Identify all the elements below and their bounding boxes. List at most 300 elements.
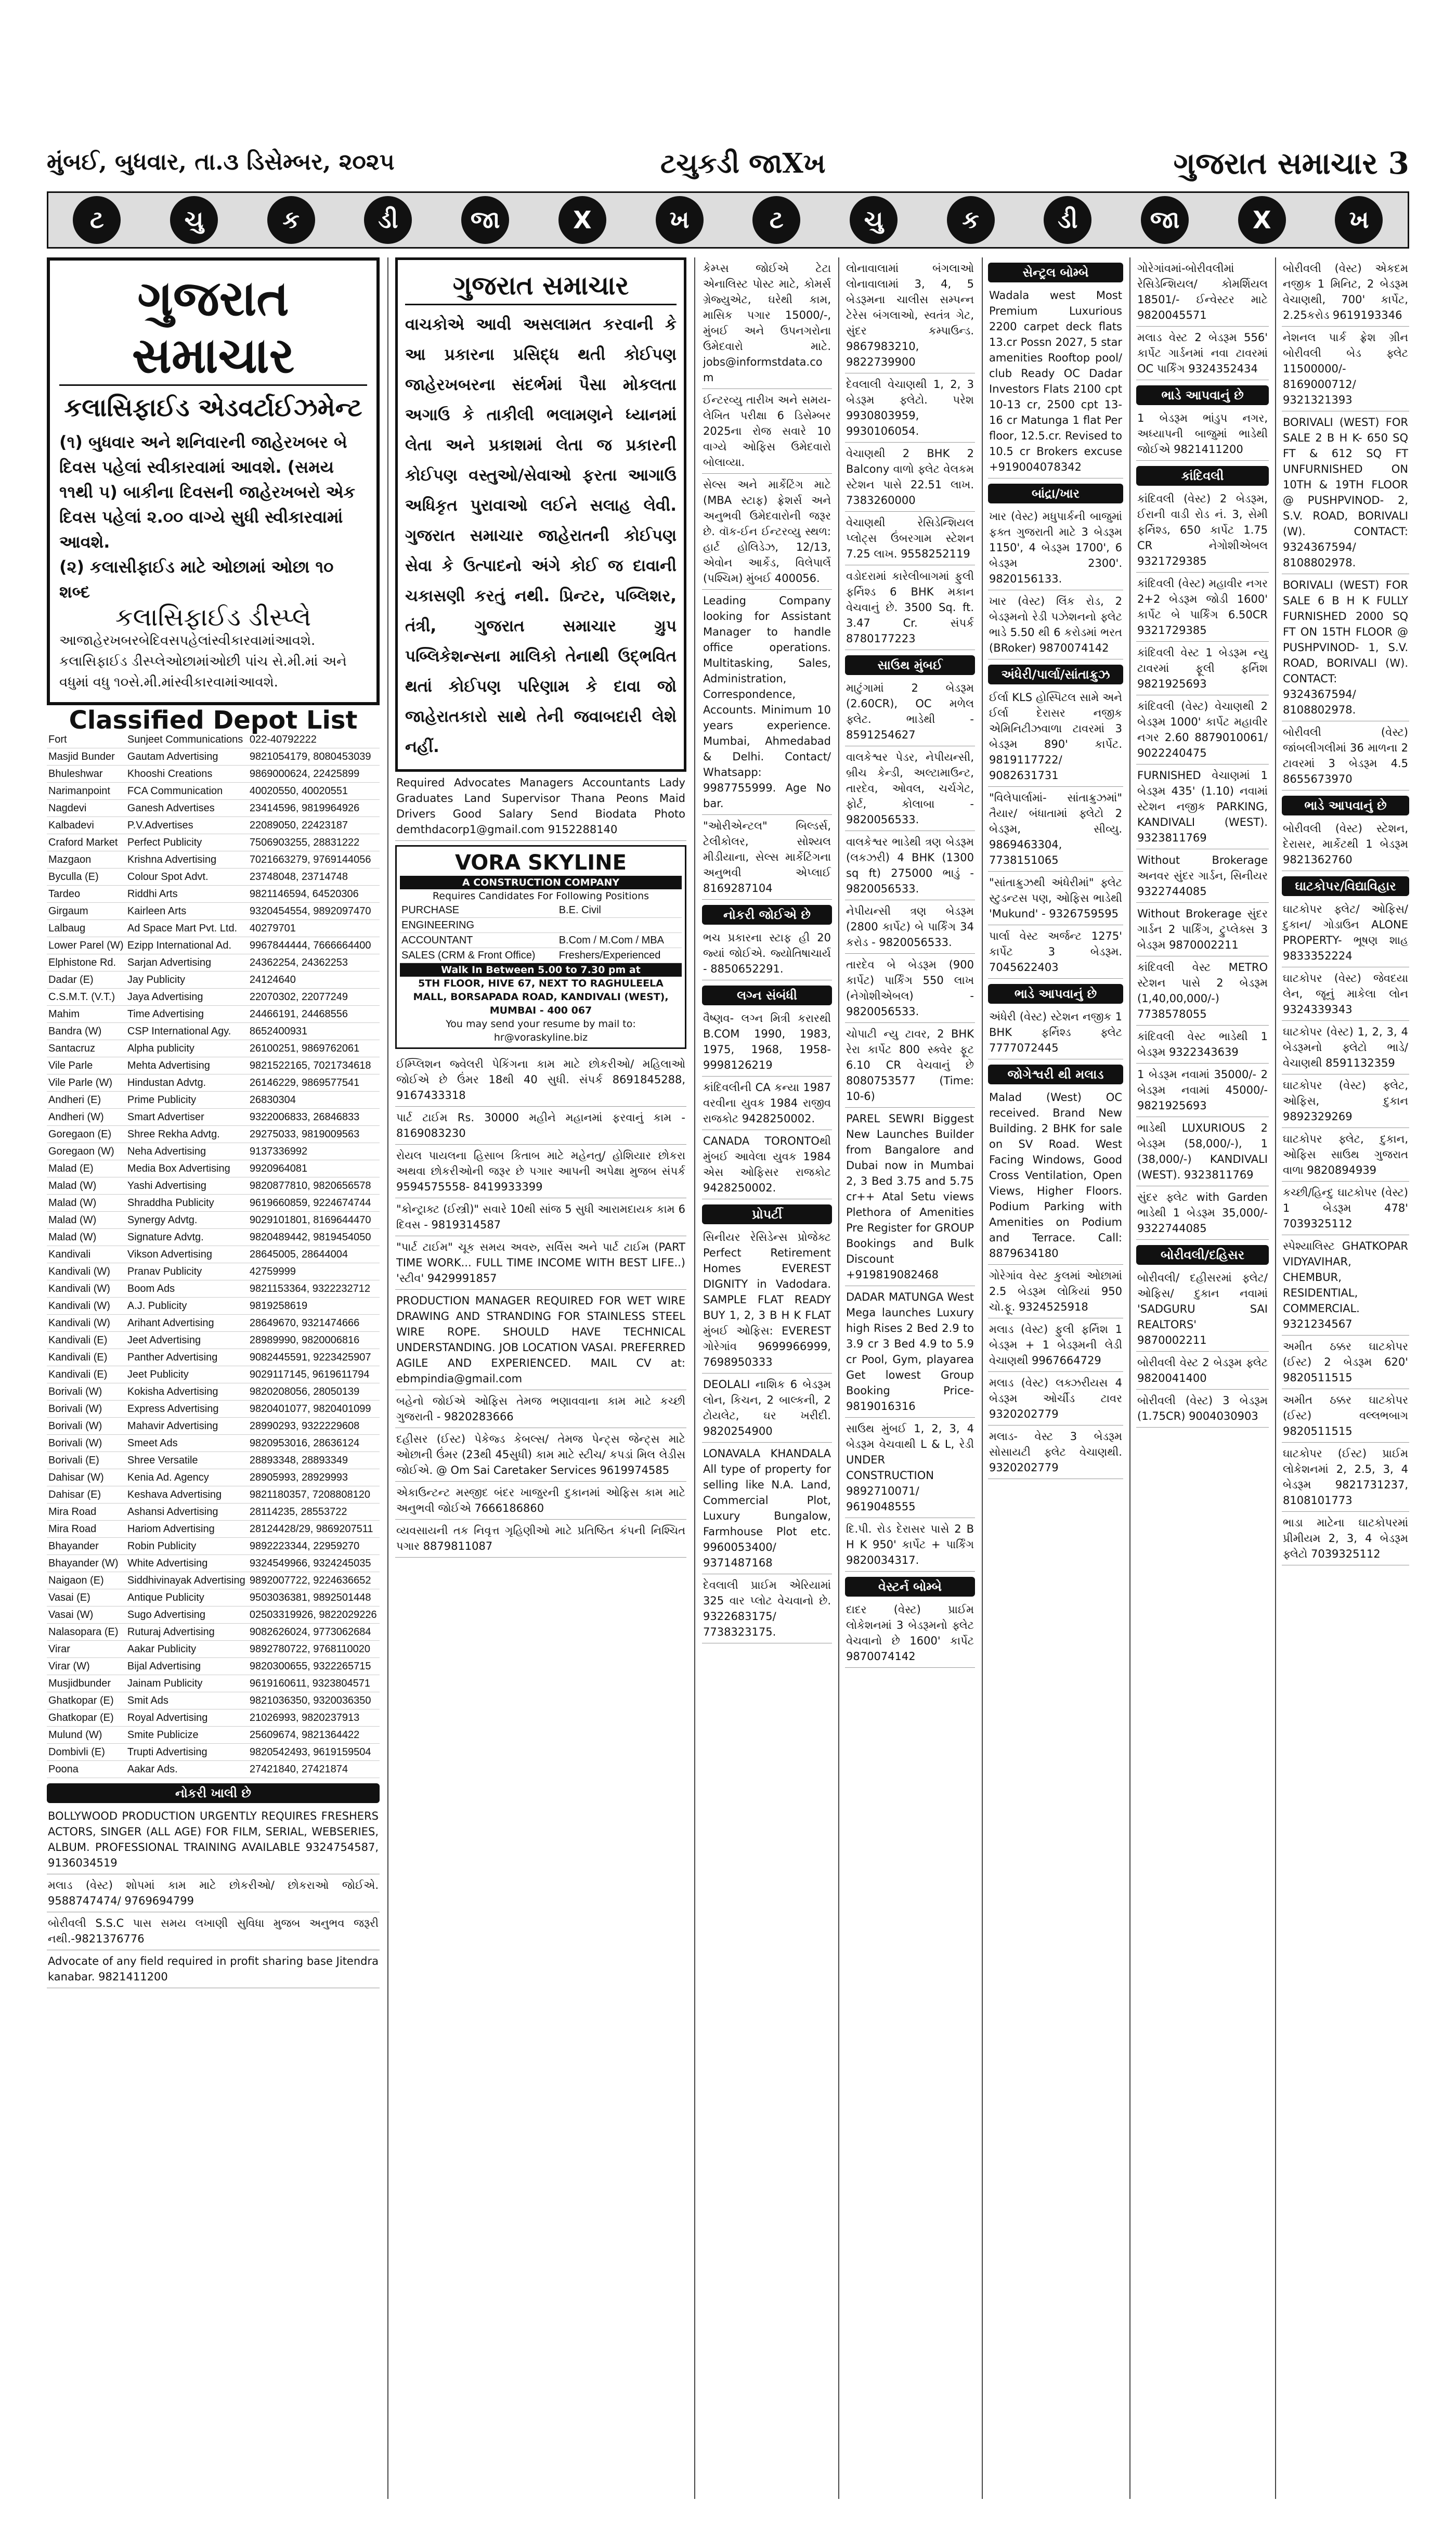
classified-ad: ભાડેથી LUXURIOUS 2 બેડરૂમ (58,000/-), 1 (38,000/-) KANDIVALI (WEST). 9323811769 <box>1136 1117 1269 1186</box>
classified-ad: બોરીવલી વેસ્ટ 2 બેડરૂમ ફ્લેટ 9820041400 <box>1136 1352 1269 1390</box>
depot-cell: Malad (W) <box>47 1229 126 1246</box>
depot-cell: 9029101801, 8169644470 <box>248 1212 380 1229</box>
depot-cell: Elphistone Rd. <box>47 954 126 971</box>
classified-ad: અમીત ઠક્કર ઘાટકોપર (ઈસ્ટ) વલ્લભબાગ 9820511515 <box>1282 1389 1409 1443</box>
classified-ad: પાર્ટ ટાઈમ Rs. 30000 મહીને મહાનમાં ફરવાનું કામ - 8169083230 <box>395 1107 686 1145</box>
vora-cell: B.Com / M.Com / MBA <box>557 933 682 948</box>
classified-ad: સેલ્સ અને માર્કેટિંગ માટે (MBA સ્ટાફ) ફ્રેશર્સ અને અનુભવી ઉમેદવારોની જરૂર છે. વૉક-ઈન ઈન્ટરવ્યુ સ્થળ: હાર્ટ હોલિડેઝ, 12/13, એવોન આર્કેડ, વિલેપાર્લે (પશ્ચિમ) મુંબઈ 400056. <box>702 474 832 590</box>
depot-row <box>47 1435 380 1452</box>
category-header: લગ્ન સંબંધી <box>702 986 832 1005</box>
depot-cell: Kandivali (W) <box>47 1298 126 1315</box>
depot-row <box>47 1589 380 1606</box>
depot-row <box>47 748 380 766</box>
page-masthead: ગુજરાત સમાચાર 3 <box>1173 146 1409 181</box>
depot-cell: Shree Versatile <box>126 1452 248 1469</box>
depot-cell: Naigaon (E) <box>47 1572 126 1589</box>
depot-row <box>47 1658 380 1675</box>
depot-cell: 9820489442, 9819454050 <box>248 1229 380 1246</box>
classified-ad: ગોરેગાંવ વેસ્ટ કુલમાં ઓછામાં 2.5 બેડરૂમ લોકિયાં 950 ચો.ફૂ. 9324525918 <box>988 1265 1123 1318</box>
depot-cell: Bijal Advertising <box>126 1658 248 1675</box>
depot-row <box>47 937 380 954</box>
depot-cell: Kandivali (W) <box>47 1315 126 1332</box>
depot-cell: 9892780722, 9768110020 <box>248 1641 380 1658</box>
depot-row <box>47 1727 380 1744</box>
classified-ad: ખાર (વેસ્ટ) મધુપાર્કની બાજુમાં ફક્ત ગુજરાતી માટે 3 બેડરૂમ 1150', 4 બેડરૂમ 1700', 6 બેડરૂમ 2300'. 9820156133. <box>988 506 1123 590</box>
depot-cell: 26146229, 9869577541 <box>248 1074 380 1092</box>
depot-cell: Ad Space Mart Pvt. Ltd. <box>126 920 248 937</box>
classified-ad: 1 બેડરૂમ નવામાં 35000/- 2 બેડરૂમ નવામાં 45000/- 9821925693 <box>1136 1064 1269 1117</box>
category-header: બાંદ્રા/ખાર <box>988 484 1123 503</box>
classified-ad: સાઉથ મુંબઈ 1, 2, 3, 4 બેડરૂમ વેચવાથી L & L, રેડી UNDER CONSTRUCTION 9892710071/ 9619048555 <box>845 1418 975 1518</box>
depot-cell: 9619660859, 9224674744 <box>248 1195 380 1212</box>
depot-cell: Narimanpoint <box>47 783 126 800</box>
depot-cell: Smite Publicize <box>126 1727 248 1744</box>
category-header: ભાડે આપવાનું છે <box>988 984 1123 1004</box>
classified-ad: ઘાટકોપર ફ્લેટ/ ઓફિસ/ દુકાન/ ગોડાઉન ALONE PROPERTY- ભૂષણ શાહ 9833352224 <box>1282 898 1409 967</box>
depot-cell: 9819258619 <box>248 1298 380 1315</box>
depot-cell: 9503036381, 9892501448 <box>248 1589 380 1606</box>
classified-ad: વાલકેશ્વર પેડર, નેપીયન્સી, બ્રીચ કેન્ડી, અલ્ટામાઉન્ટ, તારદેવ, ઓવલ, ચર્ચગેટ, ફોર્ટ, કોલાબા - 9820056533. <box>845 746 975 831</box>
depot-cell: White Advertising <box>126 1555 248 1572</box>
classified-ad: એકાઉન્ટન્ટ મસ્જીદ બંદર ખાજુરની દુકાનમાં ઓફિસ કામ માટે અનુભવી જોઈએ 7666186860 <box>395 1482 686 1520</box>
depot-cell: Ashansi Advertising <box>126 1504 248 1521</box>
depot-cell: Jeet Publicity <box>126 1366 248 1383</box>
vora-walkin: Walk In Between 5.00 to 7.30 pm at <box>400 963 682 977</box>
vora-cell: PURCHASE <box>400 903 557 918</box>
depot-cell: Pranav Publicity <box>126 1263 248 1280</box>
depot-cell: Yashi Advertising <box>126 1177 248 1195</box>
depot-row <box>47 1606 380 1624</box>
depot-cell: Andheri (W) <box>47 1109 126 1126</box>
depot-cell: Jainam Publicity <box>126 1675 248 1692</box>
depot-cell: Time Advertising <box>126 1006 248 1023</box>
depot-row <box>47 1057 380 1074</box>
category-header: સેન્ટ્રલ બોમ્બે <box>988 263 1123 282</box>
vora-row <box>400 918 682 933</box>
category-header: ઘાટકોપર/વિદ્યાવિહાર <box>1282 876 1409 896</box>
classified-ad: PAREL SEWRI Biggest New Launches Builder from Bangalore and Dubai now in Mumbai 2, 3 Bed 3.75 and 5.75 cr++ Atal Setu views Plethora of Amenities Pre Register for GROUP Bookings and Bulk Discount +919819082468 <box>845 1108 975 1286</box>
depot-cell: 9820953016, 28636124 <box>248 1435 380 1452</box>
depot-row <box>47 971 380 989</box>
depot-cell: 9892007722, 9224636652 <box>248 1572 380 1589</box>
classified-ad: DEOLALI નાશિક 6 બેડરૂમ લોન, કિચન, 2 બાલ્કની, 2 ટોયલેટ, ઘર ખરીદી. 9820254900 <box>702 1373 832 1443</box>
column-4 <box>845 257 975 2499</box>
vora-row <box>400 903 682 918</box>
depot-cell: Nalasopara (E) <box>47 1624 126 1641</box>
depot-row <box>47 1692 380 1709</box>
depot-cell: Smit Ads <box>126 1692 248 1709</box>
depot-cell: Trupti Advertising <box>126 1744 248 1761</box>
depot-cell: 9820401077, 9820401099 <box>248 1401 380 1418</box>
vora-tag: A CONSTRUCTION COMPANY <box>400 876 682 889</box>
depot-row <box>47 1555 380 1572</box>
depot-row <box>47 1143 380 1160</box>
depot-cell: Royal Advertising <box>126 1709 248 1727</box>
depot-row <box>47 1504 380 1521</box>
depot-cell: Virar (W) <box>47 1658 126 1675</box>
classified-ad: કાંદિવલી (વેસ્ટ) 2 બેડરૂમ, ઈરાની વાડી રોડ નં. 3, સેમી ફર્નિશ્ડ, 650 કાર્પેટ 1.75 CR નેગોશીએબલ 9321729385 <box>1136 488 1269 573</box>
classified-ad: રોયલ પાયલના હિસાબ કિતાબ માટે મહેનતુ/ હોશિયાર છોકરા અથવા છોકરીઓની જરૂર છે પગાર આપની અપેક્ષા મુજબ સંપર્ક 9594575558- 8419933399 <box>395 1145 686 1198</box>
classified-ad: વડોદરામાં કારેલીબાગમાં ફુલી ફર્નિશ્ડ 6 BHK મકાન વેચવાનું છે. 3500 Sq. ft. 3.47 Cr. સંપર્ક 8780177223 <box>845 565 975 650</box>
depot-cell: Ghatkopar (E) <box>47 1709 126 1727</box>
depot-cell: 26830304 <box>248 1092 380 1109</box>
depot-row <box>47 1401 380 1418</box>
depot-row <box>47 1418 380 1435</box>
depot-cell: A.J. Publicity <box>126 1298 248 1315</box>
depot-cell: Robin Publicity <box>126 1538 248 1555</box>
masthead-subtitle: કલાસિફાઈડ એડવર્ટાઈઝમેન્ટ <box>64 393 362 422</box>
depot-cell: Aakar Ads. <box>126 1761 248 1778</box>
classified-ad: "સાંતાક્રુઝથી અંધેરીમાં" ફ્લેટ સ્ટુડન્ટસ પણ, ઓફિસ ભાડેથી 'Mukund' - 9326759595 <box>988 872 1123 925</box>
depot-cell: 9967844444, 7666664400 <box>248 937 380 954</box>
classified-ad: ગોરેગાંવમાં-બોરીવલીમાં રેસિડેન્શિયલ/ કોમર્શિયલ 18501/- ઈન્વેસ્ટર માટે 9820045571 <box>1136 257 1269 327</box>
depot-cell: Prime Publicity <box>126 1092 248 1109</box>
vora-req: Requires Candidates For Following Positions <box>432 890 649 902</box>
depot-cell: Borivali (W) <box>47 1435 126 1452</box>
depot-cell: 28893348, 28893349 <box>248 1452 380 1469</box>
classified-ad: લોનાવાલામાં બંગલાઓ લોનાવાલામાં 3, 4, 5 બેડરૂમના ચાલીસ સમ્પન્ન ટેરેસ બંગલાઓ, સ્વતંત્ર ગેટ, સુંદર કમ્પાઉન્ડ. 9867983210, 9822739900 <box>845 257 975 373</box>
depot-cell: 9821146594, 64520306 <box>248 886 380 903</box>
depot-cell: Borivali (W) <box>47 1418 126 1435</box>
depot-cell: Sunjeet Communications <box>126 731 248 748</box>
depot-cell: Shraddha Publicity <box>126 1195 248 1212</box>
classified-ad: વૈષ્ણવ- લગ્ન મિત્રી કરારથી B.COM 1990, 1983, 1975, 1968, 1958- 9998126219 <box>702 1007 832 1077</box>
depot-row <box>47 1023 380 1040</box>
depot-cell: 29275033, 9819009563 <box>248 1126 380 1143</box>
classified-ad: અમીત ઠક્કર ઘાટકોપર (ઈસ્ટ) 2 બેડરૂમ 620' 9820511515 <box>1282 1336 1409 1389</box>
classified-ad: બોરીવલી (વેસ્ટ) સ્ટેશન, દેરાસર, માર્કેટથી 1 બેડરૂમ 9821362760 <box>1282 818 1409 871</box>
depot-cell: Bhayander <box>47 1538 126 1555</box>
depot-cell: Kalbadevi <box>47 817 126 834</box>
depot-cell: 28990293, 9322229608 <box>248 1418 380 1435</box>
depot-cell: 23414596, 9819964926 <box>248 800 380 817</box>
depot-row <box>47 954 380 971</box>
classified-ad: કાંદિવલીની CA કન્યા 1987 વરવીના યુવક 1984 રાજીવ રાજકોટ 9428250002. <box>702 1077 832 1130</box>
depot-row <box>47 1006 380 1023</box>
classified-ad: તારદેવ બે બેડરૂમ (900 કાર્પેટ) પાર્કિંગ 550 લાખ (નેગોશીએબલ) - 9820056533. <box>845 954 975 1023</box>
depot-cell: 9821036350, 9320036350 <box>248 1692 380 1709</box>
column-1 <box>47 257 380 2499</box>
ad-required: Required Advocates Managers Accountants Lady Graduates Land Supervisor Thana Peons Maid Drivers Good Salary Send Biodata Photo demthdacorp1@gmail.com 9152288140 <box>395 772 686 841</box>
depot-row <box>47 1452 380 1469</box>
depot-cell: Jeet Advertising <box>126 1332 248 1349</box>
banner-letter: ડી <box>364 196 412 244</box>
depot-row <box>47 1177 380 1195</box>
classified-ad: Wadala west Most Premium Luxurious 2200 carpet deck flats 13.cr Possn 2027, 5 star amenities Rooftop pool/ club Ready OC Dadar Investors Flats 2100 cpt 10-13 cr, 2500 cpt 13-16 cr Matunga 1 flat Per floor, 12.5.cr. Revised to 10.5 cr Brokers excuse +919004078342 <box>988 284 1123 478</box>
depot-row <box>47 1212 380 1229</box>
depot-row <box>47 766 380 783</box>
depot-cell: Aakar Publicity <box>126 1641 248 1658</box>
depot-cell: Kandivali (E) <box>47 1349 126 1366</box>
depot-row <box>47 1315 380 1332</box>
depot-cell: Sugo Advertising <box>126 1606 248 1624</box>
ad-bollywood: BOLLYWOOD PRODUCTION URGENTLY REQUIRES FRESHERS ACTORS, SINGER (ALL AGE) FOR FILM, SERIAL, WEBSERIES, ALBUM. PROFESSIONAL TRAINING AVAILABLE 9324754587, 9136034519 <box>47 1805 380 1874</box>
category-header: નોકરી ખાલી છે <box>47 1783 380 1803</box>
category-header: કાંદિવલી <box>1136 466 1269 486</box>
depot-cell: Sarjan Advertising <box>126 954 248 971</box>
depot-cell: Kairleen Arts <box>126 903 248 920</box>
classified-ad: દાદર (વેસ્ટ) પ્રાઈમ લોકેશનમાં 3 બેડરૂમનો ફ્લેટ વેચવાનો છે 1600' કાર્પેટ 9870074142 <box>845 1599 975 1668</box>
classified-ad: વાલકેશ્વર ભાડેથી ત્રણ બેડરૂમ (લકઝરી) 4 BHK (1300 sq ft) 275000 ભાડું - 9820056533. <box>845 831 975 900</box>
depot-cell: Vile Parle (W) <box>47 1074 126 1092</box>
disclaimer-body: વાચકોએ આવી અસલામત કરવાની કે આ પ્રકારના પ્રસિદ્ધ થતી કોઈપણ જાહેરખબરના સંદર્ભમાં પૈસા મોકલતા અગાઉ કે તાકીલી ભલામણને ધ્યાનમાં લેતા અને પ્રકાશમાં લેતા જ પ્રકારની કોઈપણ વસ્તુઓ/સેવાઓ ફરતા આગાઉ અધિકૃત પુરાવાઓ લઈને સલાહ લેવી. ગુજરાત સમાચાર જાહેરાતની કોઈપણ સેવા કે ઉત્પાદનો અંગે કોઈ જ દાવાની ચકાસણી કરતું નથી. પ્રિન્ટર, પબ્લિશર, તંત્રી, ગુજરાત સમાચાર ગ્રુપ પબ્લિકેશન્સના માલિકો તેનાથી ઉદ્ભવિત થતાં કોઈપણ પરિણામ કે દાવા જો જાહેરાતકારો સાથે તેની જવાબદારી લેશે નહીં. <box>405 315 677 756</box>
depot-cell: 9821522165, 7021734618 <box>248 1057 380 1074</box>
category-header: અંધેરી/પાર્લા/સાંતાક્રુઝ <box>988 665 1123 684</box>
classified-ad: Without Brokerage સુંદર ગાર્ડન 2 પાર્કિંગ, ટ્રુપ્લેક્સ 3 બેડરૂમ 9870002211 <box>1136 903 1269 956</box>
depot-row <box>47 1229 380 1246</box>
depot-row <box>47 1160 380 1177</box>
banner-letter: જા <box>461 196 509 244</box>
depot-row <box>47 1675 380 1692</box>
depot-cell: 9820877810, 9820656578 <box>248 1177 380 1195</box>
depot-row <box>47 1486 380 1504</box>
classified-ad: BORIVALI (WEST) FOR SALE 2 B H K- 650 SQ FT & 612 SQ FT UNFURNISHED ON 10TH & 19TH FLOOR @ PUSHPVINOD- 2, S.V. ROAD, BORIVALI (W). CONTACT: 9324367594/ 8108802978. <box>1282 411 1409 574</box>
masthead-rule-2: (૨) કલાસીફાઈડ માટે ઓછામાં ઓછા ૧૦ શબ્દ <box>59 557 334 602</box>
depot-cell: Smeet Ads <box>126 1435 248 1452</box>
depot-cell: 8652400931 <box>248 1023 380 1040</box>
classified-ad: Leading Company looking for Assistant Manager to handle office operations. Multitasking, Sales, Administration, Correspondence, Accounts. Minimum 10 years experience. Mumbai, Ahmedabad & Delhi. Contact/ Whatsapp: 9987755999. Age No bar. <box>702 590 832 815</box>
depot-cell: Craford Market <box>47 834 126 851</box>
depot-cell: Kandivali (W) <box>47 1280 126 1298</box>
classified-ad: સુંદર ફ્લેટ with Garden ભાડેથી 1 બેડરૂમ 35,000/- 9322744085 <box>1136 1186 1269 1240</box>
depot-cell: Smart Advertiser <box>126 1109 248 1126</box>
depot-row <box>47 1074 380 1092</box>
depot-cell: 9082445591, 9223425907 <box>248 1349 380 1366</box>
depot-cell: Ganesh Advertises <box>126 800 248 817</box>
depot-cell: Ruturaj Advertising <box>126 1624 248 1641</box>
depot-cell: Kandivali (W) <box>47 1263 126 1280</box>
banner-letter: ટ <box>73 196 121 244</box>
ad-malad: મલાડ (વેસ્ટ) શોપમાં કામ માટે છોકરીઓ/ છોકરાઓ જોઈએ. 9588747474/ 9769694799 <box>47 1874 380 1912</box>
depot-row <box>47 1538 380 1555</box>
classified-ad: કેમ્પ્સ જોઈએ ટેટા એનાલિસ્ટ પોસ્ટ માટે, કોમર્સ ગ્રેજ્યુએટ, ઘરેથી કામ, માસિક પગાર 15000/-, મુંબઈ અને ઉપનગરોના ઉમેદવારો માટે. jobs@informstdata.com <box>702 257 832 389</box>
depot-cell: Kokisha Advertising <box>126 1383 248 1401</box>
depot-cell: Mahavir Advertising <box>126 1418 248 1435</box>
depot-cell: 28905993, 28929993 <box>248 1469 380 1486</box>
depot-cell: Poona <box>47 1761 126 1778</box>
classified-ad: Without Brokerage અનવર સુંદર ગાર્ડન, સિનીયર 9322744085 <box>1136 849 1269 903</box>
masthead-box <box>47 257 380 705</box>
col2-ad-list <box>395 1053 686 1558</box>
vora-table <box>400 903 682 963</box>
depot-cell: Vasai (W) <box>47 1606 126 1624</box>
classified-ad: CANADA TORONTOથી મુંબઈ આવેલા યુવક 1984 એસ ઓફિસર રાજકોટ 9428250002. <box>702 1130 832 1199</box>
vora-cell: SALES (CRM & Front Office) <box>400 948 557 963</box>
depot-row <box>47 1641 380 1658</box>
depot-cell: Tardeo <box>47 886 126 903</box>
classified-ad: અંધેરી (વેસ્ટ) સ્ટેશન નજીક 1 BHK ફર્નિશ્ડ ફ્લેટ 7777072445 <box>988 1006 1123 1059</box>
vora-cell: ACCOUNTANT <box>400 933 557 948</box>
depot-row <box>47 851 380 869</box>
depot-cell: Signature Advtg. <box>126 1229 248 1246</box>
depot-row <box>47 1709 380 1727</box>
depot-cell: 9869000624, 22425899 <box>248 766 380 783</box>
depot-cell: Bhayander (W) <box>47 1555 126 1572</box>
classified-ad: કાંદિવલી (વેસ્ટ) વેચાણથી 2 બેડરૂમ 1000' કાર્પેટ મહાવીર નગર 2.60 8879010061/ 9022240475 <box>1136 695 1269 764</box>
classified-ad: બોરીવલી/ દહીસરમાં ફ્લેટ/ ઓફિસ/ દુકાન નવામાં 'SADGURU SAI REALTORS' 9870002211 <box>1136 1267 1269 1352</box>
depot-cell: Byculla (E) <box>47 869 126 886</box>
classified-ad: ઈમ્પ્લિશન જ્વેલરી પેકિંગના કામ માટે છોકરીઓ/ મહિલાઓ જોઈએ છે ઉંમર 18થી 40 સુધી. સંપર્ક 8691845288, 9167433318 <box>395 1053 686 1107</box>
depot-table <box>47 731 380 1778</box>
depot-cell: Khooshi Creations <box>126 766 248 783</box>
category-header: ભાડે આપવાનું છે <box>1136 385 1269 405</box>
classified-ad: બોરીવલી (વેસ્ટ) 3 બેડરૂમ (1.75CR) 9004030903 <box>1136 1390 1269 1428</box>
depot-cell: Borivali (W) <box>47 1401 126 1418</box>
depot-cell: Riddhi Arts <box>126 886 248 903</box>
section-banner <box>47 191 1409 249</box>
depot-cell: Boom Ads <box>126 1280 248 1298</box>
depot-cell: Jaya Advertising <box>126 989 248 1006</box>
depot-cell: 28649670, 9321474666 <box>248 1315 380 1332</box>
depot-cell: Krishna Advertising <box>126 851 248 869</box>
depot-cell: Kandivali <box>47 1246 126 1263</box>
depot-cell: Mira Road <box>47 1521 126 1538</box>
banner-letter: ક <box>267 196 315 244</box>
depot-cell: Fort <box>47 731 126 748</box>
depot-title: Classified Depot List <box>69 706 358 735</box>
depot-cell: P.V.Advertises <box>126 817 248 834</box>
depot-cell: Keshava Advertising <box>126 1486 248 1504</box>
depot-cell: Malad (W) <box>47 1177 126 1195</box>
depot-cell: Mulund (W) <box>47 1727 126 1744</box>
depot-cell: 9320454554, 9892097470 <box>248 903 380 920</box>
depot-row <box>47 920 380 937</box>
depot-cell: Virar <box>47 1641 126 1658</box>
depot-row <box>47 1109 380 1126</box>
classified-ad: "કોન્ટ્રાક્ટ (ઈસ્ત્રી)" સવારે 10થી સાંજ 5 સુધી આરામદાયક કામ 6 દિવસ - 9819314587 <box>395 1198 686 1236</box>
classified-ad: ભચ પ્રકારના સ્ટાફ હી 20 જ્યાં જોઈએ. જ્યોતિષાચાર્ય - 8850652291. <box>702 927 832 980</box>
category-header: નોકરી જોઈએ છે <box>702 905 832 925</box>
depot-cell: Siddhivinayak Advertising <box>126 1572 248 1589</box>
classified-ad: ખાર (વેસ્ટ) લિંક રોડ, 2 બેડરૂમનો રેડી પઝેશનનો ફ્લેટ ભાડે 5.50 થી 6 કરોડમાં ભરત (BRoker) 9870074142 <box>988 590 1123 659</box>
depot-row <box>47 1246 380 1263</box>
classified-ad: ઈર્લા KLS હોસ્પિટલ સામે અને ઈર્લા દેરાસર નજીક એમિનિટીઝવાળા ટાવરમાં 3 બેડરૂમ 890' કાર્પેટ. 9819117722/ 9082631731 <box>988 686 1123 787</box>
ad-advocate: Advocate of any field required in profit sharing base Jitendra kanabar. 9821411200 <box>47 1950 380 1988</box>
depot-cell: Dombivli (E) <box>47 1744 126 1761</box>
depot-cell: Andheri (E) <box>47 1092 126 1109</box>
depot-cell: Synergy Advtg. <box>126 1212 248 1229</box>
banner-letter: X <box>1238 196 1286 244</box>
depot-cell: FCA Communication <box>126 783 248 800</box>
depot-cell: Colour Spot Advt. <box>126 869 248 886</box>
classified-ad: ઘાટકોપર (વેસ્ટ) ફ્લેટ, ઓફિસ, દુકાન 9892329269 <box>1282 1074 1409 1128</box>
page-section: ટચુકડી જાXખ <box>660 148 826 179</box>
depot-cell: 9137336992 <box>248 1143 380 1160</box>
vora-cell: Freshers/Experienced <box>557 948 682 963</box>
depot-cell: Vile Parle <box>47 1057 126 1074</box>
classified-ad: "વિલેપાર્લામાં- સાંતાક્રુઝમાં" તૈયાર/ બંધાતામાં ફ્લેટો 2 બેડરૂમ, સીવ્યુ. 9869463304, 7738151065 <box>988 787 1123 872</box>
depot-cell: 23748048, 23714748 <box>248 869 380 886</box>
depot-cell: 9324549966, 9324245035 <box>248 1555 380 1572</box>
depot-cell: 24124640 <box>248 971 380 989</box>
classified-ad: LONAVALA KHANDALA All type of property for selling like N.A. Land, Commercial Plot, Luxury Bungalow, Farmhouse Plot etc. 9960053400/ 9371487168 <box>702 1443 832 1574</box>
depot-cell: 28124428/29, 9869207511 <box>248 1521 380 1538</box>
depot-row <box>47 886 380 903</box>
category-header: વેસ્ટર્ન બોમ્બે <box>845 1577 975 1597</box>
depot-cell: C.S.M.T. (V.T.) <box>47 989 126 1006</box>
depot-cell: Hindustan Advtg. <box>126 1074 248 1092</box>
depot-cell: 24466191, 24468556 <box>248 1006 380 1023</box>
depot-cell: Masjid Bunder <box>47 748 126 766</box>
depot-row <box>47 1195 380 1212</box>
ad-borivali: બોરીવલી S.S.C પાસ સમય લખાણી સુવિધા મુજબ અનુભવ જરૂરી નથી.-9821376776 <box>47 1912 380 1950</box>
classified-ad: નેશનલ પાર્ક ફ્રેશ ગ્રીન બોરીવલી બેડ ફ્લેટ 11500000/- 8169000712/ 9321321393 <box>1282 327 1409 411</box>
vora-cell: B.E. Civil <box>557 903 682 918</box>
classified-ad: PRODUCTION MANAGER REQUIRED FOR WET WIRE DRAWING AND STRANDING FOR STAINLESS STEEL WIRE ROPE. SHOULD HAVE TECHNICAL UNDERSTANDING. JOB LOCATION VASAI. PREFERRED AGILE AND EXPERIENCED. MAIL CV at: ebmpindia@gmail.com <box>395 1290 686 1390</box>
banner-letter: જા <box>1141 196 1189 244</box>
classified-ad: "પાર્ટ ટાઈમ" ચૂક સમય અવરુ, સર્વિસ અને પાર્ટ ટાઈમ (PART TIME WORK... FULL TIME INCOME WITH BEST LIFE..) 'સ્ટીવ' 9429991857 <box>395 1236 686 1290</box>
classified-ad: કાંદિવલી વેસ્ટ ભાડેથી 1 બેડરૂમ 9322343639 <box>1136 1026 1269 1064</box>
depot-cell: Ezipp International Ad. <box>126 937 248 954</box>
depot-cell: Kandivali (E) <box>47 1366 126 1383</box>
classified-ad: FURNISHED વેચાણમાં 1 બેડરૂમ 435' (1.10) નવામાં સ્ટેશન નજીક PARKING, KANDIVALI (WEST). 9323811769 <box>1136 764 1269 849</box>
depot-row <box>47 1280 380 1298</box>
depot-cell: 22089050, 22423187 <box>248 817 380 834</box>
classified-ad: બોરીવલી (વેસ્ટ) જાંબલીગલીમાં 36 માળના 2 ટાવરમાં 3 બેડરૂમ 4.5 8655673970 <box>1282 721 1409 791</box>
classified-ad: દિ.પી. રોડ દેરાસર પાસે 2 B H K 950' કાર્પેટ + પાર્કિંગ 9820034317. <box>845 1518 975 1572</box>
depot-cell: Kandivali (E) <box>47 1332 126 1349</box>
classified-ad: મલાડ (વેસ્ટ) લક્ઝરીયસ 4 બેડરૂમ ઓર્ચીડ ટાવર 9320202779 <box>988 1372 1123 1426</box>
masthead-rule-1: (૧) બુધવાર અને શનિવારની જાહેરખબર બે દિવસ પહેલાં સ્વીકારવામાં આવશે. (સમય ૧૧થી ૫) બાકીના દિવસની જાહેરખબરો એક દિવસ પહેલાં ૨.૦૦ વાગ્યે સુધી સ્વીકારવામાં આવશે. <box>59 432 356 552</box>
depot-cell: 24362254, 24362253 <box>248 954 380 971</box>
classified-ad: દેવલાલી પ્રાઈમ એરિયામાં 325 વાર પ્લોટ વેચવાનો છે. 9322683175/ 7738323175. <box>702 1574 832 1643</box>
classified-ad: 1 બેડરૂમ ભાંડુપ નગર, અધ્યાપની બાજુમાં ભાડેથી જોઈએ 9821411200 <box>1136 407 1269 461</box>
depot-cell: Express Advertising <box>126 1401 248 1418</box>
depot-cell: Malad (W) <box>47 1195 126 1212</box>
depot-cell: 9820542493, 9619159504 <box>248 1744 380 1761</box>
depot-row <box>47 1521 380 1538</box>
masthead-footnote: આજાહેરખબરબેદિવસપહેલાંસ્વીકારવામાંઆવશે. કલાસિફાઈડ ડીસ્પ્લેઓછામાંઓછી પાંચ સે.મી.માં અને વધુમાં વધુ ૧૦સે.મી.માંસ્વીકારવામાંઆવશે. <box>59 633 347 690</box>
depot-cell: Malad (W) <box>47 1212 126 1229</box>
depot-row <box>47 1263 380 1280</box>
classified-ad: વ્યવસાયની તક નિવૃત્ત ગૃહિણીઓ માટે પ્રતિષ્ઠિત કંપની નિશ્ચિત પગાર 8879811087 <box>395 1520 686 1558</box>
classified-ad: વેચાણથી 2 BHK 2 Balcony વાળો ફ્લેટ વેલકમ સ્ટેશન પાસે 22.51 લાખ. 7383260000 <box>845 443 975 512</box>
classified-ad: વેચાણથી રેસિડેન્શિયલ પ્લોટ્સ ઉંબરગામ સ્ટેશન 7.25 લાખ. 9558252119 <box>845 512 975 565</box>
classified-ad: ભાડા માટેના ઘાટકોપરમાં પ્રીમીયમ 2, 3, 4 બેડરૂમ ફ્લેટો 7039325112 <box>1282 1512 1409 1565</box>
depot-cell: 02503319926, 9822029226 <box>248 1606 380 1624</box>
masthead-title: ગુજરાત સમાચાર <box>59 270 367 386</box>
vora-mail: You may send your resume by mail to: hr@voraskyline.biz <box>446 1018 636 1043</box>
depot-cell: Bhuleshwar <box>47 766 126 783</box>
depot-cell: CSP International Agy. <box>126 1023 248 1040</box>
depot-cell: 28645005, 28644004 <box>248 1246 380 1263</box>
depot-row <box>47 1383 380 1401</box>
banner-letter: ચુ <box>170 196 218 244</box>
classified-ad: "ઓરીએન્ટલ" બિલ્ડર્સ, ટેલીકોલર, સોશ્યલ મીડીયાના, સેલ્સ માર્કેટિંગના અનુભવી એપ્લાઈ 8169287104 <box>702 815 832 900</box>
classified-ad: DADAR MATUNGA West Mega launches Luxury high Rises 2 Bed 2.9 to 3.9 cr 3 Bed 4.9 to 5.9 cr Pool, Gym, playarea Get lowest Group Booking Price- 9819016316 <box>845 1286 975 1418</box>
classified-ad: BORIVALI (WEST) FOR SALE 6 B H K FULLY FURNISHED 2000 SQ FT ON 15TH FLOOR @ PUSHPVINOD- 1, S.V. ROAD, BORIVALI (W). CONTACT: 9324367594/ 8108802978. <box>1282 574 1409 721</box>
depot-cell: Lalbaug <box>47 920 126 937</box>
depot-cell: Borivali (E) <box>47 1452 126 1469</box>
masthead-display: કલાસિફાઈડ ડીસ્પ્લે <box>115 603 311 632</box>
classified-ad: કાંદિવલી (વેસ્ટ) મહાવીર નગર 2+2 બેડરૂમ જોડી 1600' કાર્પેટ બે પાર્કિંગ 6.50CR 9321729385 <box>1136 573 1269 642</box>
vora-skyline-ad <box>395 845 686 1049</box>
column-2 <box>395 257 686 2499</box>
depot-cell: 9322006833, 26846833 <box>248 1109 380 1126</box>
depot-row <box>47 1126 380 1143</box>
category-header: પ્રોપર્ટી <box>702 1204 832 1224</box>
classified-ad: બોરીવલી (વેસ્ટ) એકદમ નજીક 1 મિનિટ, 2 બેડરૂમ વેચાણથી, 700' કાર્પેટ, 2.25કરોડ 9619193346 <box>1282 257 1409 327</box>
depot-cell: 21026993, 9820237913 <box>248 1709 380 1727</box>
depot-row <box>47 1761 380 1778</box>
category-header: બોરીવલી/દહિસર <box>1136 1245 1269 1265</box>
depot-row <box>47 817 380 834</box>
depot-row <box>47 1092 380 1109</box>
depot-row <box>47 800 380 817</box>
classified-ad: માટુંગામાં 2 બેડરૂમ (2.60CR), OC મળેલ ફ્લેટ. ભાડેથી - 8591254627 <box>845 677 975 746</box>
classified-ad: ચોપાટી ન્યુ ટાવર, 2 BHK રેરા કાર્પેટ 800 સ્ક્વેર ફૂટ 6.10 CR વેચવાનું છે 8080753577 (Time: 10-6) <box>845 1023 975 1108</box>
classified-ad: ઘાટકોપર ફ્લેટ, દુકાન, ઓફિસ સાઉથ ગુજરાત વાળા 9820894939 <box>1282 1128 1409 1182</box>
